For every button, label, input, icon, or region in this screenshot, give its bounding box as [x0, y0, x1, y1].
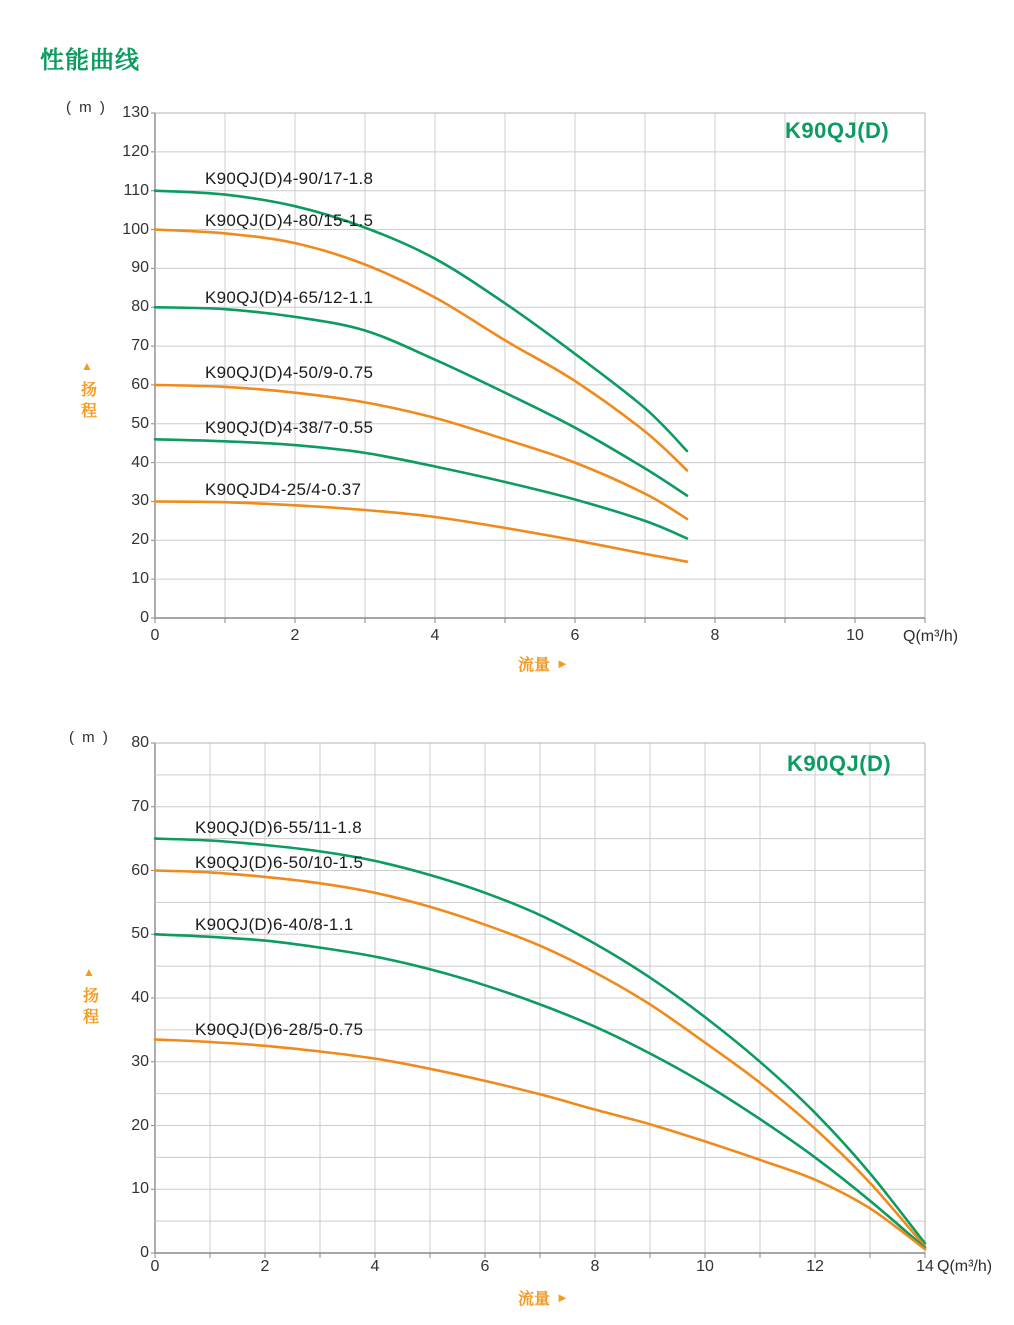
y-tick-label: 10 — [131, 1180, 149, 1198]
y-tick-label: 120 — [122, 142, 149, 160]
x-axis-label: 流量 — [518, 1291, 551, 1308]
curve-K90QJ(D)4-65/12-1.1 — [155, 307, 687, 495]
y-tick-label: 50 — [131, 414, 149, 432]
y-tick-label: 30 — [131, 492, 149, 510]
y-tick-label: 70 — [131, 797, 149, 815]
series-label: K90QJ(D)4-50/9-0.75 — [205, 363, 374, 382]
series-label: K90QJ(D)6-50/10-1.5 — [195, 853, 364, 872]
y-axis-label: 扬程 — [80, 987, 98, 1029]
y-axis-label-block — [72, 360, 102, 428]
chart-series-title: K90QJ(D) — [787, 751, 892, 776]
y-tick-label: 60 — [131, 375, 149, 393]
y-unit-label: ( m ) — [69, 729, 110, 746]
y-tick-label: 50 — [131, 925, 149, 943]
up-triangle-icon: ▲ — [81, 359, 93, 373]
series-label: K90QJ(D)4-80/15-1.5 — [205, 211, 374, 230]
series-label: K90QJ(D)6-55/11-1.8 — [195, 818, 362, 837]
x-unit-label: Q(m³/h) — [903, 628, 959, 645]
x-tick-label: 10 — [846, 627, 864, 644]
y-tick-label: 80 — [131, 298, 149, 316]
x-tick-label: 14 — [916, 1258, 934, 1275]
y-tick-label: 0 — [140, 1244, 149, 1261]
y-tick-label: 80 — [131, 734, 149, 751]
x-tick-label: 2 — [260, 1258, 270, 1275]
y-tick-label: 130 — [122, 104, 149, 121]
x-axis-label-block — [518, 1286, 569, 1309]
x-tick-label: 10 — [696, 1258, 714, 1275]
y-tick-label: 20 — [131, 531, 149, 549]
chart-series-title: K90QJ(D) — [785, 118, 890, 143]
x-tick-label: 2 — [290, 627, 300, 644]
series-label: K90QJ(D)4-38/7-0.55 — [205, 418, 374, 437]
x-unit-label: Q(m³/h) — [937, 1258, 993, 1275]
y-tick-label: 70 — [131, 337, 149, 355]
up-triangle-icon: ▲ — [83, 965, 95, 979]
curve-K90QJD4-25/4-0.37 — [155, 502, 687, 562]
x-tick-label: 8 — [710, 627, 720, 644]
x-tick-label: 4 — [430, 627, 440, 644]
x-tick-label: 0 — [150, 627, 160, 644]
x-tick-label: 0 — [150, 1258, 160, 1275]
x-tick-label: 12 — [806, 1258, 824, 1275]
y-tick-label: 110 — [123, 181, 149, 199]
y-tick-label: 100 — [122, 220, 149, 238]
y-tick-label: 10 — [131, 570, 149, 588]
page-title: 性能曲线 — [40, 47, 140, 75]
series-label: K90QJ(D)4-90/17-1.8 — [205, 169, 374, 188]
right-triangle-icon: ► — [556, 656, 569, 671]
x-tick-label: 6 — [570, 627, 580, 644]
x-axis-label-block — [518, 652, 569, 675]
y-tick-label: 40 — [131, 989, 149, 1006]
x-tick-label: 4 — [370, 1258, 380, 1275]
y-tick-label: 30 — [131, 1052, 149, 1070]
x-tick-label: 8 — [590, 1258, 600, 1275]
y-tick-label: 40 — [131, 453, 149, 471]
x-axis-label: 流量 — [518, 657, 551, 674]
y-tick-label: 60 — [131, 861, 149, 879]
series-label: K90QJ(D)6-40/8-1.1 — [195, 915, 354, 934]
y-tick-label: 0 — [140, 609, 149, 626]
series-label: K90QJD4-25/4-0.37 — [205, 480, 362, 499]
y-unit-label: ( m ) — [66, 99, 107, 116]
series-label: K90QJ(D)6-28/5-0.75 — [195, 1020, 364, 1039]
right-triangle-icon: ► — [556, 1290, 569, 1305]
series-label: K90QJ(D)4-65/12-1.1 — [205, 288, 374, 307]
y-tick-label: 20 — [131, 1116, 149, 1134]
y-tick-label: 90 — [131, 259, 149, 277]
x-tick-label: 6 — [480, 1258, 490, 1275]
y-axis-label: 扬程 — [78, 381, 96, 423]
y-axis-label-block — [74, 966, 104, 1034]
